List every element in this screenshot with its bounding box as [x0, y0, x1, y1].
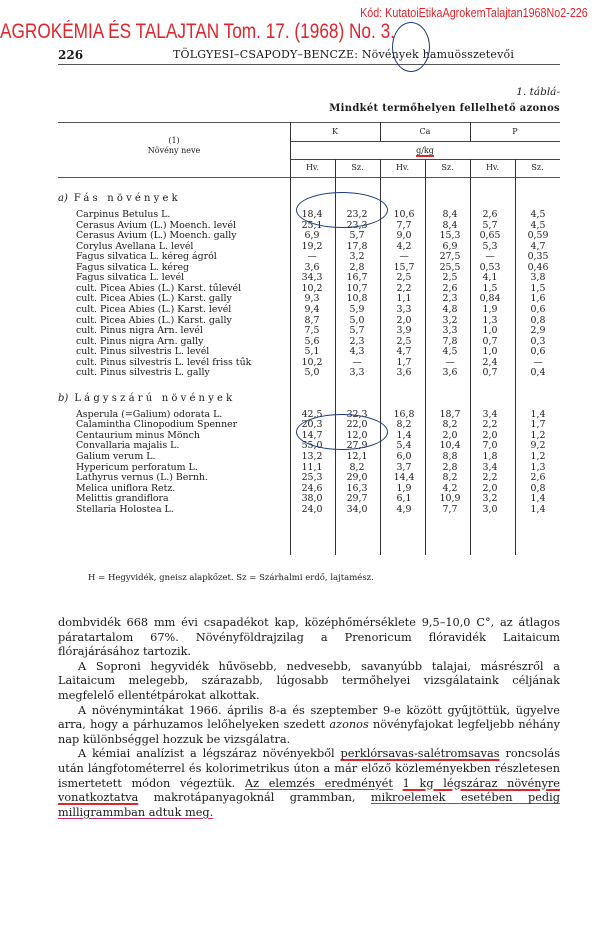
value-cell: 38,0	[301, 493, 323, 505]
value-cell: 14,4	[393, 472, 415, 484]
text-span: makrotápanyagoknál grammban,	[138, 791, 371, 805]
plant-name: cult. Pinus silvestris L. levél	[76, 346, 210, 358]
value-cell: —	[352, 356, 362, 368]
value-cell: 23,3	[346, 219, 368, 231]
plant-name: cult. Pinus silvestris L. levél friss tűk	[76, 356, 252, 368]
value-cell: 17,8	[346, 240, 368, 252]
value-cell: 8,4	[442, 219, 458, 231]
value-cell: 5,7	[482, 219, 498, 231]
document-code-stamp: Kód: KutatoiEtikaAgrokemTalajtan1968No2-226	[360, 6, 588, 20]
subcol-header: Hv.	[305, 163, 320, 172]
value-cell: 2,0	[396, 314, 412, 326]
value-cell: 3,7	[396, 461, 412, 473]
value-cell: 0,6	[530, 303, 546, 315]
value-cell: 4,2	[442, 482, 458, 494]
value-cell: 55,0	[301, 440, 323, 452]
plant-name: cult. Pinus silvestris L. gally	[76, 367, 210, 379]
value-cell: 20,3	[301, 419, 323, 431]
value-cell: 4,2	[396, 240, 412, 252]
value-cell: 2,4	[482, 356, 498, 368]
value-cell: 4,7	[396, 346, 412, 358]
value-cell: 1,4	[530, 503, 546, 515]
value-cell: 32,3	[346, 408, 368, 420]
table-row	[58, 452, 560, 463]
value-cell: 9,3	[304, 293, 320, 305]
value-cell: 0,59	[527, 230, 549, 242]
value-cell: 3,2	[349, 251, 365, 263]
pen-circle-annotation	[392, 22, 430, 72]
value-cell: 4,5	[530, 219, 546, 231]
section-letter: b)	[58, 392, 69, 404]
header-ca: Ca	[419, 127, 431, 136]
value-cell: 0,3	[530, 335, 546, 347]
value-cell: 2,6	[530, 472, 546, 484]
plant-name: Melittis grandiflora	[76, 493, 169, 505]
value-cell: 3,4	[482, 461, 498, 473]
value-cell: 2,9	[530, 325, 546, 337]
value-cell: 1,9	[396, 482, 412, 494]
value-cell: 7,8	[442, 335, 458, 347]
value-cell: 1,7	[530, 419, 546, 431]
subcol-header: Sz.	[441, 163, 454, 172]
plant-name: cult. Picea Abies (L.) Karst. gally	[76, 293, 232, 305]
plant-name: cult. Picea Abies (L.) Karst. levél	[76, 303, 232, 315]
value-cell: 2,5	[442, 272, 458, 284]
subcol-header: Hv.	[485, 163, 500, 172]
value-cell: 1,5	[530, 282, 546, 294]
value-cell: 15,7	[393, 261, 415, 273]
value-cell: 5,1	[304, 346, 320, 358]
value-cell: 5,7	[349, 325, 365, 337]
text-span	[393, 777, 403, 790]
name-column-number: (1)	[168, 136, 180, 145]
value-cell: 2,3	[349, 335, 365, 347]
value-cell: 22,0	[346, 419, 368, 431]
value-cell: 18,7	[439, 408, 461, 420]
value-cell: 16,8	[393, 408, 415, 420]
value-cell: 5,3	[482, 240, 498, 252]
value-cell: 7,7	[396, 219, 412, 231]
text-span: növényfajokat legfeljebb néhány nap különbséggel hozzuk be vizsgálatra.	[58, 718, 560, 746]
plant-name: Cerasus Avium (L.) Moench. gally	[76, 230, 237, 242]
plant-name: Fagus silvatica L. levél	[76, 272, 185, 284]
plant-name: cult. Picea Abies (L.) Karst. tűlevél	[76, 282, 242, 294]
value-cell: 7,5	[304, 325, 320, 337]
value-cell: 4,1	[482, 272, 498, 284]
value-cell: 3,8	[530, 272, 546, 284]
value-cell: 6,9	[442, 240, 458, 252]
section-title: Fás növények	[73, 193, 181, 204]
value-cell: 34,0	[346, 503, 368, 515]
value-cell: 3,9	[396, 325, 412, 337]
value-cell: 4,8	[442, 303, 458, 315]
value-cell: 3,3	[349, 367, 365, 379]
subcol-header: Sz.	[351, 163, 364, 172]
unit-text: g/kg	[416, 146, 434, 155]
value-cell: 2,0	[442, 429, 458, 441]
value-cell: 0,35	[527, 251, 549, 263]
pen-circle-annotation	[296, 192, 388, 228]
pen-circle-annotation	[296, 414, 388, 450]
value-cell: 3,6	[442, 367, 458, 379]
plant-name: Melica uniflora Retz.	[76, 482, 176, 494]
value-cell: 11,1	[301, 461, 323, 473]
value-cell: 12,0	[346, 429, 368, 441]
value-cell: 16,7	[346, 272, 368, 284]
underlined-red: perklórsavas-salétromsavas	[340, 747, 500, 761]
value-cell: 1,8	[482, 451, 498, 462]
value-cell: 34,3	[301, 272, 323, 284]
value-cell: 27,9	[346, 440, 368, 452]
value-cell: 2,5	[396, 272, 412, 284]
value-cell: 10,2	[301, 282, 323, 294]
unit-label	[290, 146, 560, 155]
value-cell: 1,7	[396, 356, 412, 368]
plant-name: Fagus silvatica L. kéreg	[76, 261, 190, 273]
subcol-header: Sz.	[531, 163, 544, 172]
value-cell: 8,8	[442, 451, 458, 462]
value-cell: 0,7	[482, 335, 498, 347]
body-text	[58, 616, 560, 820]
text-span: A kémiai analízist a légszáraz növényekből	[78, 747, 341, 761]
value-cell: 0,65	[479, 230, 501, 242]
table-row	[58, 505, 560, 516]
underlined-red: 1 kg légszáraz növényre vonatkoztatva	[58, 776, 560, 805]
value-cell: 0,6	[530, 346, 546, 358]
table-legend: H = Hegyvidék, gneisz alapkőzet. Sz = Szárhalmi erdő, lajtamész.	[88, 573, 374, 583]
header-p: P	[512, 127, 518, 136]
value-cell: 1,5	[482, 282, 498, 294]
table-row	[58, 305, 560, 316]
underlined-pink: mikroelemek esetében pedig milligrammban adtuk meg.	[58, 791, 560, 819]
value-cell: 1,1	[396, 293, 412, 305]
value-cell: 29,0	[346, 472, 368, 484]
plant-name: cult. Picea Abies (L.) Karst. gally	[76, 314, 232, 326]
value-cell: —	[307, 251, 317, 263]
value-cell: 1,2	[530, 451, 546, 462]
value-cell: 4,5	[530, 209, 546, 220]
value-cell: 25,1	[301, 219, 323, 231]
value-cell: 4,9	[396, 503, 412, 515]
value-cell: 1,0	[482, 325, 498, 337]
value-cell: —	[445, 356, 455, 368]
value-cell: 5,6	[304, 335, 320, 347]
subcol-header: Hv.	[395, 163, 410, 172]
value-cell: 14,7	[301, 429, 323, 441]
value-cell: 2,6	[442, 282, 458, 294]
value-cell: 1,4	[530, 493, 546, 505]
value-cell: 8,2	[396, 419, 412, 431]
value-cell: 4,5	[442, 346, 458, 358]
value-cell: 6,0	[396, 451, 412, 462]
value-cell: 1,4	[530, 408, 546, 420]
value-cell: 10,7	[346, 282, 368, 294]
value-cell: 2,0	[482, 482, 498, 494]
value-cell: 0,46	[527, 261, 549, 273]
plant-name: Convallaria majalis L.	[76, 440, 180, 452]
name-column-label: Növény neve	[147, 146, 201, 155]
value-cell: 25,5	[439, 261, 461, 273]
text-span: A növénymintákat 1966. április 8-a és szeptember 9-e között gyűjtöttük, ügyelve arra, hogy a párhuzamos lelőhelyeken szedett	[58, 703, 560, 732]
plant-name: Hypericum perforatum L.	[76, 461, 198, 473]
page-number: 226	[58, 48, 84, 62]
value-cell: 4,3	[349, 346, 365, 358]
value-cell: 0,7	[482, 367, 498, 379]
section-heading	[58, 193, 181, 204]
value-cell: 18,4	[301, 209, 323, 220]
value-cell: 3,2	[482, 493, 498, 505]
plant-name: Centaurium minus Mönch	[76, 429, 200, 441]
plant-name: Cerasus Avium (L.) Moench. levél	[76, 219, 236, 231]
paragraph-3	[58, 704, 560, 748]
value-cell: 9,2	[530, 440, 546, 452]
value-cell: 10,9	[439, 493, 461, 505]
value-cell: 8,2	[442, 419, 458, 431]
value-cell: 4,7	[530, 240, 546, 252]
value-cell: 5,0	[304, 367, 320, 379]
value-cell: 2,2	[396, 282, 412, 294]
value-cell: 1,3	[482, 314, 498, 326]
value-cell: 6,9	[304, 230, 320, 242]
paragraph-2: A Soproni hegyvidék hűvösebb, nedvesebb, savanyúbb talajai, másrészről a Laitaicum melegebb, szárazabb, lúgosabb termőhelyei vizsgálataink céljának megfelelő ellentétpárokat alkottak.	[58, 659, 560, 702]
value-cell: 1,9	[482, 303, 498, 315]
plant-name: cult. Pinus nigra Arn. gally	[76, 335, 204, 347]
value-cell: 29,7	[346, 493, 368, 505]
plant-name: Asperula (=Galium) odorata L.	[76, 408, 223, 420]
plant-name: cult. Pinus nigra Arn. levél	[76, 325, 203, 337]
journal-title-stamp: AGROKÉMIA ÉS TALAJTAN Tom. 17. (1968) No. 3.	[0, 20, 395, 43]
value-cell: 3,6	[396, 367, 412, 379]
value-cell: 2,8	[442, 461, 458, 473]
value-cell: 1,0	[482, 346, 498, 358]
section-heading	[58, 393, 235, 404]
value-cell: 24,0	[301, 503, 323, 515]
value-cell: 27,5	[439, 251, 461, 263]
value-cell: 8,4	[442, 209, 458, 220]
value-cell: 10,2	[301, 356, 323, 368]
value-cell: 7,7	[442, 503, 458, 515]
value-cell: —	[533, 356, 543, 368]
value-cell: 6,1	[396, 493, 412, 505]
value-cell: 5,7	[349, 230, 365, 242]
value-cell: 7,0	[482, 440, 498, 452]
value-cell: 0,53	[479, 261, 501, 273]
value-cell: 2,3	[442, 293, 458, 305]
value-cell: —	[485, 251, 495, 263]
value-cell: 23,2	[346, 209, 368, 220]
value-cell: 9,4	[304, 303, 320, 315]
value-cell: 0,84	[479, 293, 501, 305]
value-cell: 0,8	[530, 482, 546, 494]
paragraph-1: dombvidék 668 mm évi csapadékot kap, középhőmérséklete 9,5–10,0 C°, az átlagos páratartalom 67%. Növényföldrajzilag a Prenoricum flóravidék Laitaicum flórajárásához tartozik.	[58, 616, 560, 659]
value-cell: 3,6	[304, 261, 320, 273]
value-cell: 19,2	[301, 240, 323, 252]
plant-name: Corylus Avellana L. levél	[76, 240, 194, 252]
value-cell: 42,5	[301, 408, 323, 420]
value-cell: 5,4	[396, 440, 412, 452]
value-cell: 2,6	[482, 209, 498, 220]
value-cell: 2,0	[482, 429, 498, 441]
plant-name: Stellaria Holostea L.	[76, 503, 174, 515]
plant-name: Carpinus Betulus L.	[76, 209, 171, 220]
value-cell: 2,2	[482, 419, 498, 431]
value-cell: 2,8	[349, 261, 365, 273]
value-cell: 2,5	[396, 335, 412, 347]
underlined-pink: Az elemzés eredményét	[244, 776, 393, 790]
value-cell: 16,3	[346, 482, 368, 494]
emphasis: azonos	[329, 718, 369, 732]
value-cell: 10,4	[439, 440, 461, 452]
value-cell: —	[399, 251, 409, 263]
value-cell: 8,7	[304, 314, 320, 326]
value-cell: 9,0	[396, 230, 412, 242]
value-cell: 3,3	[442, 325, 458, 337]
name-column-header	[58, 136, 290, 156]
paragraph-4	[58, 747, 560, 820]
plant-name: Lathyrus vernus (L.) Bernh.	[76, 472, 208, 484]
value-cell: 25,3	[301, 472, 323, 484]
page-header	[58, 48, 560, 65]
value-cell: 3,2	[442, 314, 458, 326]
running-head: TÖLGYESI–CSAPODY–BENCZE: Növények hamuösszetevői	[173, 48, 515, 61]
value-cell: 2,2	[482, 472, 498, 484]
value-cell: 3,3	[396, 303, 412, 315]
value-cell: 13,2	[301, 451, 323, 462]
plant-name: Calamintha Clinopodium Spenner	[76, 419, 238, 431]
value-cell: 3,4	[482, 408, 498, 420]
value-cell: 3,0	[482, 503, 498, 515]
plant-name: Galium verum L.	[76, 451, 156, 462]
value-cell: 15,3	[439, 230, 461, 242]
value-cell: 10,8	[346, 293, 368, 305]
table-row	[58, 368, 560, 379]
value-cell: 1,4	[396, 429, 412, 441]
value-cell: 24,6	[301, 482, 323, 494]
section-letter: a)	[58, 193, 68, 204]
value-cell: 8,2	[349, 461, 365, 473]
value-cell: 1,2	[530, 429, 546, 441]
value-cell: 8,2	[442, 472, 458, 484]
value-cell: 0,4	[530, 367, 546, 379]
value-cell: 1,6	[530, 293, 546, 305]
value-cell: 5,0	[349, 314, 365, 326]
value-cell: 0,8	[530, 314, 546, 326]
value-cell: 1,3	[530, 461, 546, 473]
value-cell: 5,9	[349, 303, 365, 315]
plant-name: Fagus silvatica L. kéreg ágról	[76, 251, 217, 263]
table-label: 1. táblá-	[516, 86, 560, 98]
value-cell: 12,1	[346, 451, 368, 462]
value-cell: 10,6	[393, 209, 415, 220]
section-title: Lágyszárú növények	[74, 392, 236, 404]
text-span: roncsolás után lángfotométerrel és kolorimetrikus úton a már előző közleményekben részletesen ismertetett módon végeztük.	[58, 747, 560, 790]
table-title: Mindkét termőhelyen fellelhető azonos	[329, 103, 560, 114]
header-k: K	[332, 127, 338, 136]
